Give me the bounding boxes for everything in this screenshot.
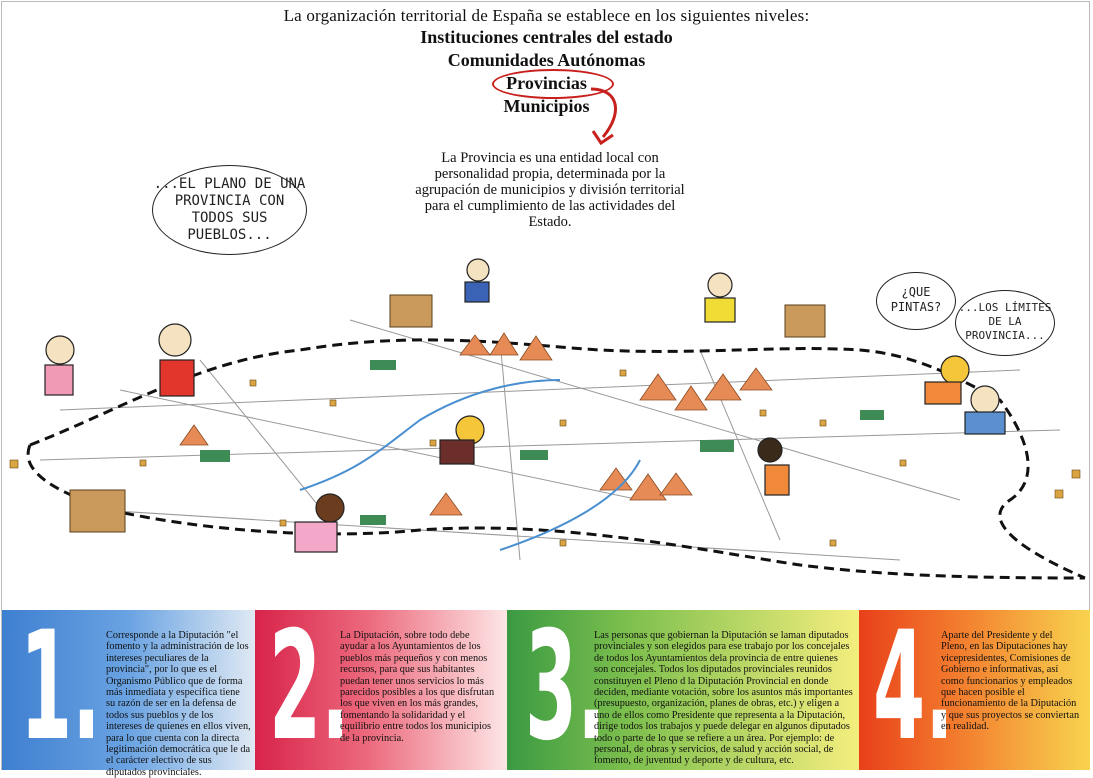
- intro-text: La organización territorial de España se establece en los siguientes niveles:: [283, 6, 810, 25]
- info-panel-4: [859, 600, 1090, 774]
- info-panel-1: [2, 600, 255, 778]
- panel-number: 2.: [269, 600, 350, 774]
- panel-number: 1.: [20, 600, 101, 774]
- children-figures: [45, 259, 1005, 552]
- province-definition: La Provincia es una entidad local con personalidad propia, determinada por la agrupación de municipios y división territorial para el cumplimiento de las actividades del Estado.: [415, 150, 685, 230]
- level-provinces: Provincias: [0, 72, 1093, 95]
- rivers: [300, 380, 640, 550]
- panel-number: 3.: [525, 600, 606, 774]
- fields: [200, 360, 884, 525]
- panel-text: La Diputación, sobre todo debe ayudar a los Ayuntamientos de los pueblos más pequeños y con menos recursos, para que sus habitantes puedan tener unos servicios lo más parecidos posibles a los que disfrutan los que viven en los más grandes, fomentando la solidaridad y el equilibrio entre todos los municipios de la provincia.: [340, 630, 495, 744]
- level-central: Instituciones centrales del estado: [420, 27, 673, 47]
- panel-text: Corresponde a la Diputación "el fomento y la administración de los intereses peculiares de la provincia", por lo que es el Organismo Público que de forma más inmediata y específica tiene su razón de ser en la defensa de todos sus pueblos y de los intereses de quienes en ellos viven, para lo que cuenta con la directa legitimación democrática que le da el carácter electivo de sus diputados provinciales.: [106, 630, 251, 778]
- info-panel-2: [255, 600, 507, 774]
- speech-bubble-map: ...EL PLANO DE UNA PROVINCIA CON TODOS SUS PUEBLOS...: [152, 165, 307, 255]
- panel-text: Las personas que gobiernan la Diputación se laman diputados provinciales y son elegidos para ese trabajo por los concejales de todos los Ayuntamientos dela provincia de entre quienes son concejales. Todos los diputados provinciales reunidos constituyen el Pleno d la Diputación Provincial en donde deciden, mediante votación, sobre los asuntos más importantes (presupuesto, organización, planes de obras, etc.) y eligen a uno de ellos como Presidente que representa a la Diputación, dirige todos los trabajos y puede delegar en algunos diputados todo o parte de lo que se refiere a un área. Por ejemplo: de personal, de obras y servicios, de salud y acción social, de fomento, de juventud y deporte y de cultura, etc.: [594, 630, 853, 767]
- panel-text: Aparte del Presidente y del Pleno, en las Diputaciones hay vicepresidentes, Comisiones de Gobierno e informativas, así como funcionarios y empleados que hacen posible el funcionamiento de la Diputación y que sus proyectos se conviertan en realidad.: [941, 630, 1080, 733]
- panel-number: 4.: [873, 600, 954, 774]
- info-panel-3: [507, 600, 859, 774]
- title-block: [0, 6, 1093, 118]
- level-autonomous: Comunidades Autónomas: [447, 50, 646, 70]
- level-municipalities: Municipios: [503, 96, 590, 116]
- speech-bubble-limits: ...LOS LÍMITES DE LA PROVINCIA...: [955, 290, 1055, 356]
- speech-bubble-question: ¿QUE PINTAS?: [876, 272, 956, 330]
- red-arrow-icon: [585, 85, 625, 151]
